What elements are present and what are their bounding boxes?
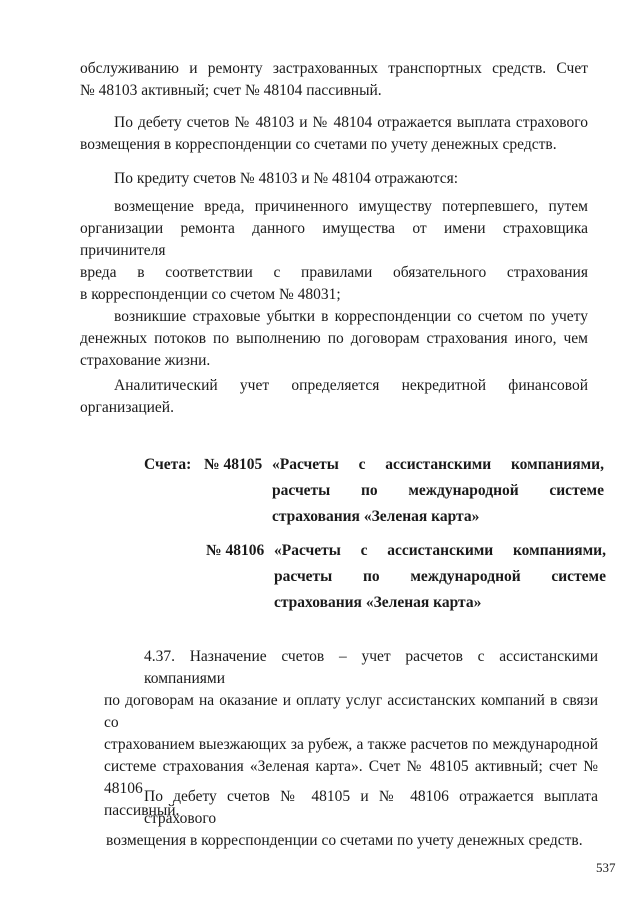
account-title-48105 xyxy=(272,452,604,530)
text-line: по договорам на оказание и оплату услуг ассистанских компаний в связи со xyxy=(104,692,598,731)
text-line: пассивный. xyxy=(104,802,180,819)
text-line: возмещения в корреспонденции со счетами по учету денежных средств. xyxy=(106,832,583,849)
text-line: По дебету счетов № 48105 и № 48106 отражается выплата страхового xyxy=(144,788,598,827)
text-line: страхованием выезжающих за рубеж, а также расчетов по международной xyxy=(104,736,598,753)
text-line: страхования «Зеленая карта» xyxy=(274,594,482,611)
text-line: организацией. xyxy=(80,399,174,416)
text-line: По кредиту счетов № 48103 и № 48104 отражаются: xyxy=(114,170,459,187)
account-title-48106 xyxy=(274,538,606,616)
text-line: возмещение вреда, причиненного имуществу потерпевшего, путем xyxy=(114,198,588,215)
text-line: возмещения в корреспонденции со счетами по учету денежных средств. xyxy=(80,136,557,153)
text-line: 4.37. Назначение счетов – учет расчетов с ассистанскими компаниями xyxy=(144,648,598,687)
text-line: «Расчеты с ассистанскими компаниями, xyxy=(272,456,604,473)
text-line: вреда в соответствии с правилами обязательного страхования xyxy=(80,264,588,281)
text-line: обслуживанию и ремонту застрахованных транспортных средств. Счет xyxy=(80,60,588,77)
text-line: возникшие страховые убытки в корреспонденции со счетом по учету xyxy=(114,308,588,325)
account-number-48106: № 48106 xyxy=(206,542,265,559)
text-line: денежных потоков по выполнению по договорам страхования иного, чем xyxy=(80,330,588,347)
text-line: Аналитический учет определяется некредитной финансовой xyxy=(114,377,588,394)
text-line: в корреспонденции со счетом № 48031; xyxy=(80,286,341,303)
accounts-label: Счета: xyxy=(144,456,192,473)
text-line: системе страхования «Зеленая карта». Счет № 48105 активный; счет № 48106 xyxy=(104,758,598,797)
text-line: расчеты по международной системе xyxy=(272,482,604,499)
text-line: По дебету счетов № 48103 и № 48104 отражается выплата страхового xyxy=(114,114,588,131)
paragraph-8 xyxy=(106,786,598,852)
text-line: «Расчеты с ассистанскими компаниями, xyxy=(274,542,606,559)
text-line: организации ремонта данного имущества от имени страховщика причинителя xyxy=(80,220,588,259)
text-line: расчеты по международной системе xyxy=(274,568,606,585)
text-line: страхования «Зеленая карта» xyxy=(272,508,480,525)
account-number-48105: № 48105 xyxy=(204,456,263,473)
text-line: № 48103 активный; счет № 48104 пассивный. xyxy=(80,82,382,99)
page-number: 537 xyxy=(596,860,616,875)
text-line: страхование жизни. xyxy=(80,352,211,369)
